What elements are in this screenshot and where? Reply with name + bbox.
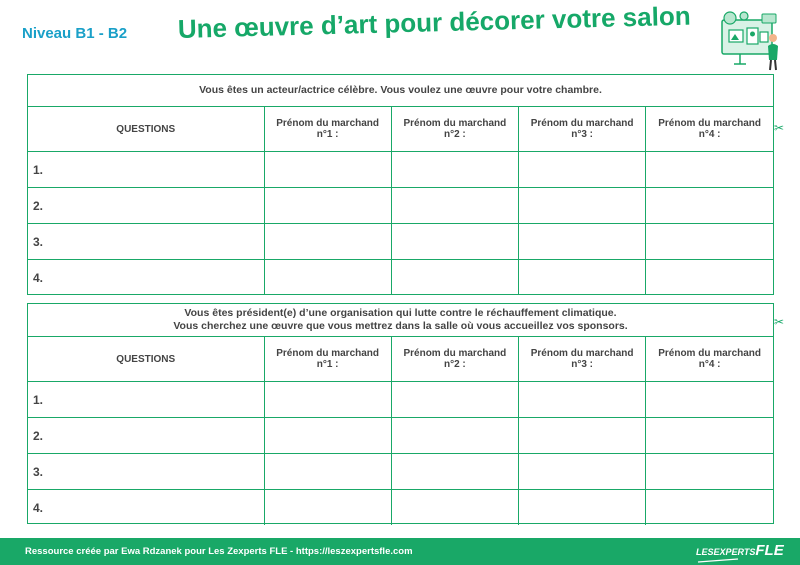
merchant-header-1 <box>264 107 391 152</box>
merchant-number-label: n°2 : <box>443 359 466 370</box>
merchant-header-2 <box>391 337 518 382</box>
page-title: Une œuvre d’art pour décorer votre salon <box>177 0 691 44</box>
answer-cell[interactable] <box>391 454 518 490</box>
merchant-number-label: n°4 : <box>698 359 721 370</box>
question-number: 4. <box>28 260 264 296</box>
scenario-1 <box>28 75 773 107</box>
answer-cell[interactable] <box>646 382 773 418</box>
table-row <box>28 260 773 296</box>
scenario-line: Vous êtes président(e) d’une organisation qui lutte contre le réchauffement climatique. <box>184 307 617 319</box>
worksheet-table-2 <box>27 303 774 524</box>
answer-cell[interactable] <box>519 188 646 224</box>
scissors-icon: ✂ <box>774 121 785 135</box>
scenario-2 <box>28 304 773 337</box>
merchant-header-1 <box>264 337 391 382</box>
header-row <box>28 337 773 382</box>
table-row <box>28 454 773 490</box>
merchant-number-label: n°2 : <box>443 129 466 140</box>
art-gallery-illustration <box>716 8 782 72</box>
question-number: 1. <box>28 382 264 418</box>
header-row <box>28 107 773 152</box>
question-number: 3. <box>28 224 264 260</box>
answer-cell[interactable] <box>646 152 773 188</box>
answer-cell[interactable] <box>391 260 518 296</box>
answer-cell[interactable] <box>519 224 646 260</box>
questions-header: QUESTIONS <box>28 107 264 152</box>
logo-text-fle: FLE <box>755 542 784 559</box>
table-row <box>28 418 773 454</box>
footer-credit[interactable]: Ressource créée par Ewa Rdzanek pour Les Zexperts FLE - https://leszexpertsfle.com <box>25 546 413 557</box>
answer-cell[interactable] <box>391 418 518 454</box>
answer-cell[interactable] <box>391 152 518 188</box>
answer-cell[interactable] <box>264 224 391 260</box>
merchant-name-label: Prénom du marchand <box>276 348 380 359</box>
answer-cell[interactable] <box>519 382 646 418</box>
answer-cell[interactable] <box>646 188 773 224</box>
answer-cell[interactable] <box>646 224 773 260</box>
merchant-number-label: n°4 : <box>698 129 721 140</box>
answer-cell[interactable] <box>391 224 518 260</box>
merchant-number-label: n°1 : <box>316 129 339 140</box>
table-row <box>28 152 773 188</box>
answer-cell[interactable] <box>264 418 391 454</box>
table-row <box>28 490 773 526</box>
questions-table <box>28 107 773 295</box>
answer-cell[interactable] <box>391 188 518 224</box>
merchant-name-label: Prénom du marchand <box>658 118 762 129</box>
logo-text-experts: EXPERTS <box>713 547 756 557</box>
merchant-header-2 <box>391 107 518 152</box>
table-row <box>28 382 773 418</box>
logo-text-les: LES <box>696 547 714 557</box>
table-row <box>28 224 773 260</box>
question-number: 2. <box>28 418 264 454</box>
level-label: Niveau B1 - B2 <box>22 25 128 42</box>
table-row <box>28 188 773 224</box>
answer-cell[interactable] <box>646 260 773 296</box>
scissors-icon: ✂ <box>774 315 785 329</box>
answer-cell[interactable] <box>264 188 391 224</box>
merchant-name-label: Prénom du marchand <box>530 348 634 359</box>
answer-cell[interactable] <box>646 490 773 526</box>
logo-swoosh-icon <box>696 558 740 564</box>
merchant-header-4 <box>646 107 773 152</box>
merchant-name-label: Prénom du marchand <box>403 118 507 129</box>
answer-cell[interactable] <box>264 382 391 418</box>
merchant-number-label: n°1 : <box>316 359 339 370</box>
question-number: 4. <box>28 490 264 526</box>
answer-cell[interactable] <box>519 152 646 188</box>
questions-header: QUESTIONS <box>28 337 264 382</box>
answer-cell[interactable] <box>519 454 646 490</box>
merchant-header-3 <box>519 337 646 382</box>
question-number: 3. <box>28 454 264 490</box>
merchant-name-label: Prénom du marchand <box>530 118 634 129</box>
merchant-header-3 <box>519 107 646 152</box>
answer-cell[interactable] <box>519 418 646 454</box>
merchant-number-label: n°3 : <box>571 359 594 370</box>
merchant-number-label: n°3 : <box>571 129 594 140</box>
answer-cell[interactable] <box>391 382 518 418</box>
answer-cell[interactable] <box>519 260 646 296</box>
answer-cell[interactable] <box>646 454 773 490</box>
merchant-header-4 <box>646 337 773 382</box>
merchant-name-label: Prénom du marchand <box>276 118 380 129</box>
answer-cell[interactable] <box>646 418 773 454</box>
question-number: 1. <box>28 152 264 188</box>
worksheet-table-1 <box>27 74 774 295</box>
answer-cell[interactable] <box>264 490 391 526</box>
answer-cell[interactable] <box>519 490 646 526</box>
merchant-name-label: Prénom du marchand <box>658 348 762 359</box>
questions-table <box>28 337 773 525</box>
question-number: 2. <box>28 188 264 224</box>
answer-cell[interactable] <box>391 490 518 526</box>
scenario-line: Vous êtes un acteur/actrice célèbre. Vous voulez une œuvre pour votre chambre. <box>199 84 602 96</box>
answer-cell[interactable] <box>264 454 391 490</box>
answer-cell[interactable] <box>264 260 391 296</box>
footer-bar <box>0 538 800 565</box>
merchant-name-label: Prénom du marchand <box>403 348 507 359</box>
scenario-line: Vous cherchez une œuvre que vous mettrez dans la salle où vous accueillez vos sponsors. <box>173 320 628 332</box>
answer-cell[interactable] <box>264 152 391 188</box>
